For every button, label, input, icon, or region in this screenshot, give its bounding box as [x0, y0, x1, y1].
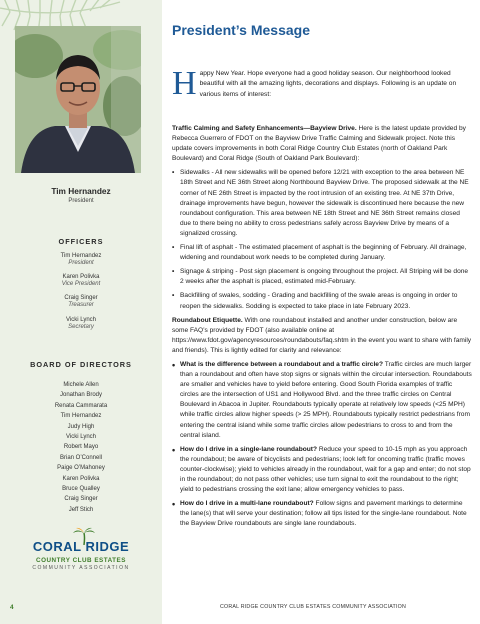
board-heading: BOARD OF DIRECTORS	[30, 360, 132, 369]
traffic-bullet: • Signage & striping - Post sign placement is ongoing throughout the project. All Striping will be done 2 weeks after the asphalt is placed, estimated mid-February.	[172, 267, 472, 287]
sidebar	[0, 0, 162, 624]
officer-role: Vice President	[61, 281, 101, 288]
board-member: Michele Allen	[63, 382, 99, 388]
faq-item	[172, 499, 472, 529]
president-title: President	[68, 198, 94, 204]
board-member: Jeff Stich	[68, 506, 94, 513]
traffic-bullet: • Sidewalks - All new sidewalks will be opened before 12/21 with exception to the area between NE 18th Street and NE 36th Street along Northbound Bayview Drive. The proposed sidewalk at the NE corner of NE 26th Street is impacted by the root intrusion of an existing tree. At NE 37th Drive, drainage improvements have begun, however the sidewalk is discontinued here because the new roundabout configuration. This area between NE 18th Street and NE 36th Street remains closed due to there being no ability to cross pedestrians safely across Bayview Drive by means of a signalized crossing.	[172, 168, 472, 239]
president-name: Tim Hernandez	[51, 186, 111, 196]
logo-line1: CORAL RIDGE	[32, 539, 130, 554]
board-member: Paige O’Mahoney	[57, 465, 105, 472]
officers-heading: OFFICERS	[58, 237, 104, 246]
president-photo	[15, 26, 141, 173]
board-member: Renata Cammarata	[54, 402, 108, 409]
faq-question: How do I drive in a single-lane roundabout?	[180, 445, 318, 453]
roundabout-paragraph	[172, 316, 472, 356]
faq-item	[172, 445, 472, 495]
faq-answer: Traffic circles are much larger than a roundabout and often have stop signs or signals within the circular intersection. Roundabouts are smaller and vehicles have to yield before entering. Good South Florida examples of traffic circles are the intersection of US1 and Hollywood Blvd. and the three traffic circles on Central Boulevard in Abacoa in Jupiter. Roundabouts typically operate at relatively low speeds (<25 MPH) while traffic circles allow higher speeds (> 25 MPH). Roundabouts typically restrict pedestrians from entering the central island while some traffic circles allow pedestrians to cross to and from the central island.	[180, 360, 472, 439]
faq-item	[172, 360, 472, 441]
board-member: Jonathan Brody	[59, 392, 103, 399]
officer-name: Karen Polivka	[62, 274, 100, 280]
board-member: Tim Hernandez	[60, 413, 102, 420]
officer-name: Vicki Lynch	[65, 317, 96, 323]
traffic-bullet: • Backfilling of swales, sodding - Grading and backfilling of the swale areas is ongoing in order to reopen the sidewalks. Sodding is expected to take place in late February 2023.	[172, 291, 472, 311]
faq-question: What is the difference between a roundabout and a traffic circle?	[180, 360, 383, 368]
board-member: Vicki Lynch	[65, 433, 96, 440]
board-list	[0, 380, 162, 515]
logo-line3: COMMUNITY ASSOCIATION	[32, 565, 130, 571]
officer-entry	[0, 295, 162, 310]
faq-list	[172, 360, 472, 530]
board-member: Brian O’Connell	[59, 454, 103, 461]
logo-line2: COUNTRY CLUB ESTATES	[36, 557, 126, 564]
traffic-text: Here is the latest update provided by Rebecca Guerrero of FDOT on the Bayview Drive Traffic Calming and Sidewalk project. Note this update covers improvements in both Coral Ridge Country Club Estates (north of Oakland Park Boulevard) and Coral Ridge (South of Oakland Park Boulevard):	[172, 125, 466, 163]
footer-text: CORAL RIDGE COUNTRY CLUB ESTATES COMMUNITY ASSOCIATION	[220, 604, 407, 610]
intro-paragraph	[172, 65, 472, 102]
roundabout-text: With one roundabout installed and another under construction, below are some FAQ’s provided by FDOT (also available online at https://www.fdot.gov/agencyresources/roundabouts/faq.shtm in the event you want to share with family and friends). This is lightly edited for clarity and relevance:	[172, 316, 472, 354]
association-logo	[0, 538, 162, 571]
officer-name: Tim Hernandez	[60, 253, 102, 259]
traffic-bullet: • Final lift of asphalt - The estimated placement of asphalt is the beginning of February. All drainage, widening and roundabout work needs to be completed during January.	[172, 243, 472, 263]
traffic-paragraph	[172, 124, 472, 164]
page-title: President’s Message	[172, 22, 310, 38]
officer-entry	[0, 274, 162, 289]
board-member: Bruce Qualley	[62, 485, 100, 492]
board-member: Judy High	[67, 423, 95, 430]
intro-text: appy New Year. Hope everyone had a good holiday season. Our neighborhood looked beautiful with all the amazing lights, decorations and displays. Following is an update on various items of interest:	[199, 70, 457, 98]
faq-question: How do I drive in a multi-lane roundabout?	[180, 500, 314, 508]
board-member: Karen Polivka	[62, 475, 100, 482]
palm-tree-icon	[73, 527, 95, 545]
officer-role: Secretary	[68, 324, 94, 331]
article-body	[172, 124, 472, 533]
traffic-heading: Traffic Calming and Safety Enhancements—Bayview Drive.	[172, 125, 357, 132]
roundabout-heading: Roundabout Etiquette.	[172, 316, 243, 324]
officer-name: Craig Singer	[64, 295, 98, 301]
faq-answer: Reduce your speed to 10-15 mph as you approach the roundabout; be aware of bicyclists and pedestrians; look left for oncoming traffic (traffic moves counter-clockwise); yield to vehicles already in the roundabout, wait for a gap and enter; do not stop in the roundabout; do not pass other vehicles; use turn signal to exit the roundabout to the right; yield to pedestrians crossing the exit lane; allow emergency vehicles to pass.	[180, 445, 471, 494]
officer-entry	[0, 317, 162, 332]
traffic-list	[172, 168, 472, 311]
officer-entry	[0, 253, 162, 268]
officer-role: President	[68, 260, 94, 267]
faq-answer: Follow signs and pavement markings to determine the lane(s) that will serve your destination; follow all tips listed for the single-lane roundabout. Note the Bayview Drive roundabouts are single lane roundabouts.	[180, 500, 467, 528]
officer-role: Treasurer	[68, 302, 94, 309]
board-member: Robert Mayo	[63, 444, 99, 451]
board-member: Craig Singer	[64, 496, 98, 503]
article	[172, 0, 472, 624]
page-number: 4	[10, 604, 14, 611]
drop-cap: H	[172, 65, 197, 102]
